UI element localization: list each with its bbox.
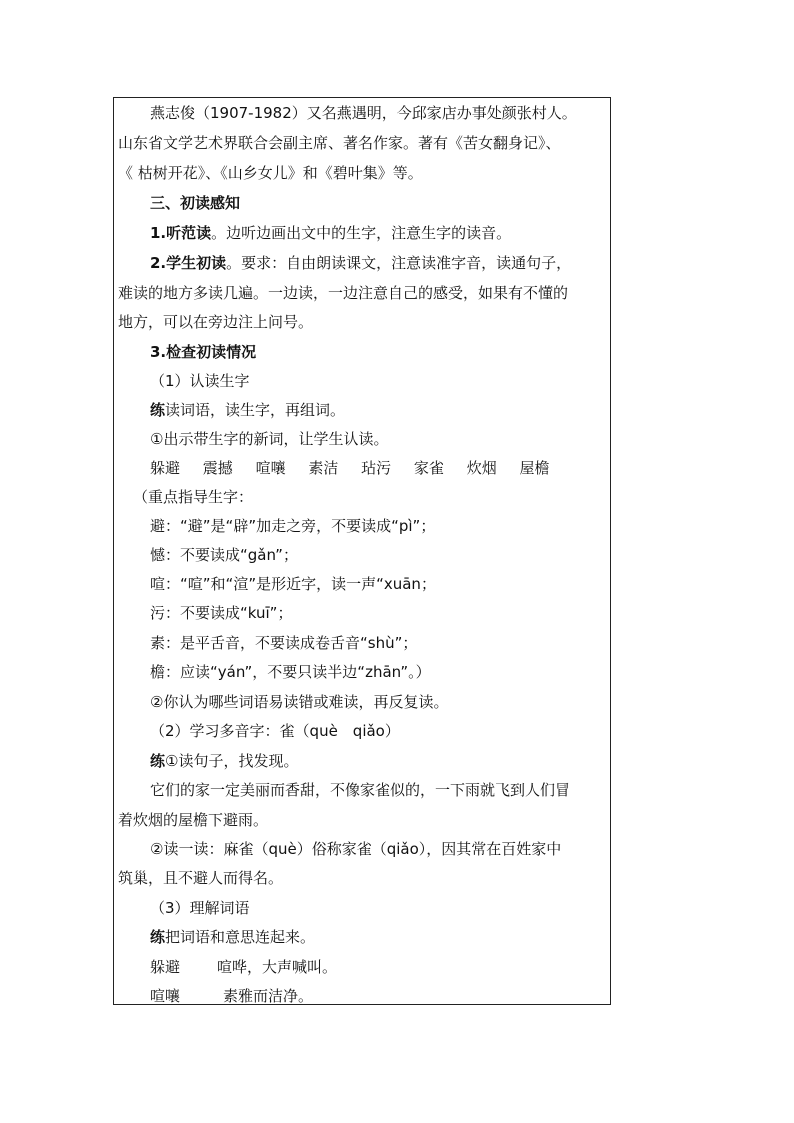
practice-mark: 练	[150, 928, 166, 946]
step-listen-head: 1.听范读	[150, 224, 212, 242]
part2-title: （2）学习多音字：雀（què qiǎo）	[150, 722, 400, 740]
part2-practice-text: ①读句子，找发现。	[165, 752, 299, 770]
word-item: 炊烟	[466, 459, 497, 477]
match-pair	[150, 986, 313, 1006]
part2-practice	[150, 751, 298, 771]
guide-item: 憾：不要读成“gǎn”；	[150, 546, 298, 564]
guide-item: 喧：“喧”和“渲”是形近字，读一声“xuān；	[150, 575, 436, 593]
word-item: 家雀	[413, 459, 444, 477]
step-check-head: 3.检查初读情况	[150, 343, 257, 361]
match-word: 躲避	[150, 958, 181, 976]
guide-item: 檐：应读“yán”，不要只读半边“zhān”。）	[150, 663, 431, 681]
word-item: 震撼	[202, 459, 233, 477]
intro-line-3: 《 枯树开花》、《山乡女儿》和《碧叶集》等。	[118, 164, 423, 182]
step-read	[150, 253, 571, 273]
step-read-line-2: 难读的地方多读几遍。一边读，一边注意自己的感受，如果有不懂的	[118, 284, 569, 302]
part1-step-1: ①出示带生字的新词，让学生认读。	[150, 430, 389, 448]
practice-mark: 练	[150, 752, 166, 770]
practice-mark: 练	[150, 401, 166, 419]
part1-practice	[150, 400, 345, 420]
intro-line-1: 燕志俊（1907-1982）又名燕遇明，今邱家店办事处颜张村人。	[150, 104, 577, 122]
part3-practice-text: 把词语和意思连起来。	[165, 928, 316, 946]
part1-title: （1）认读生字	[150, 372, 250, 390]
word-item: 躲避	[150, 459, 181, 477]
word-item: 喧嚷	[255, 459, 286, 477]
match-meaning: 素雅而洁净。	[223, 987, 314, 1005]
read-aloud-line-2: 筑巢，且不避人而得名。	[118, 869, 284, 887]
step-listen	[150, 223, 511, 243]
step-listen-text: 。边听边画出文中的生字，注意生字的读音。	[211, 224, 512, 242]
word-item: 玷污	[361, 459, 392, 477]
part1-practice-text: 读词语，读生字，再组词。	[165, 401, 346, 419]
part3-title: （3）理解词语	[150, 899, 250, 917]
guide-head: （重点指导生字：	[133, 488, 254, 506]
word-item: 素洁	[308, 459, 339, 477]
step-read-head: 2.学生初读	[150, 254, 227, 272]
step-read-line-3: 地方，可以在旁边注上问号。	[118, 313, 314, 331]
word-item: 屋檐	[519, 459, 550, 477]
read-aloud-line-1: ②读一读：麻雀（què）俗称家雀（qiǎo），因其常在百姓家中	[150, 840, 562, 858]
word-list	[150, 458, 549, 478]
match-word: 喧嚷	[150, 987, 181, 1005]
guide-item: 污：不要读成“kuī”；	[150, 604, 293, 622]
part1-step-2: ②你认为哪些词语易读错或难读，再反复读。	[150, 693, 449, 711]
guide-item: 避：“避”是“辟”加走之旁，不要读成“pì”；	[150, 517, 436, 535]
example-sentence-line-1: 它们的家一定美丽而香甜，不像家雀似的，一下雨就飞到人们冒	[150, 781, 571, 799]
section-title: 三、初读感知	[150, 194, 241, 212]
example-sentence-line-2: 着炊烟的屋檐下避雨。	[118, 811, 269, 829]
step-read-text: 。要求：自由朗读课文，注意读准字音，读通句子，	[226, 254, 572, 272]
guide-item: 素：是平舌音，不要读成卷舌音“shù”；	[150, 634, 418, 652]
part3-practice	[150, 927, 315, 947]
match-pair	[150, 957, 337, 977]
match-meaning: 喧哗，大声喊叫。	[217, 958, 338, 976]
intro-line-2: 山东省文学艺术界联合会副主席、著名作家。著有《苦女翻身记》、	[118, 134, 561, 152]
